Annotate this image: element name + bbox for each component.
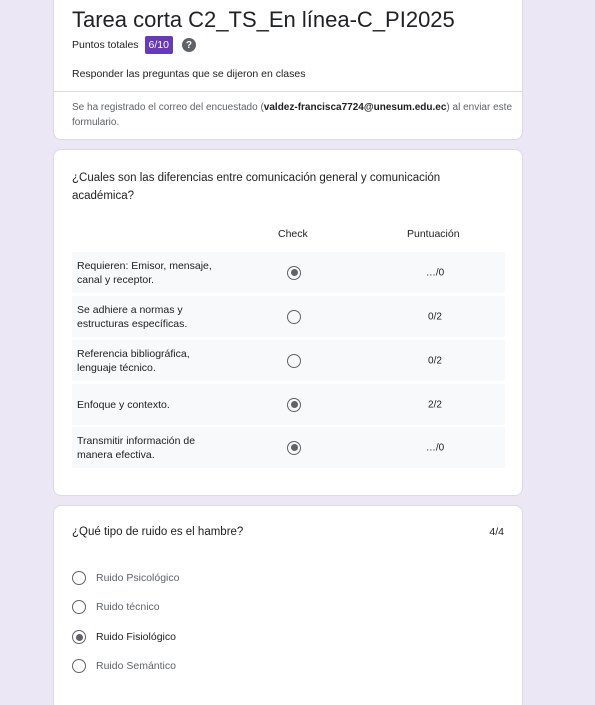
option-radio[interactable]: [72, 659, 86, 673]
row-score: 2/2: [428, 399, 442, 410]
option-radio[interactable]: [72, 571, 86, 585]
form-header-card: [53, 0, 523, 140]
grid-row-label: Referencia bibliográfica, lenguaje técnico.: [77, 347, 190, 374]
option-radio[interactable]: [72, 600, 86, 614]
question-card-choice: [53, 505, 523, 705]
email-notice: [72, 100, 512, 130]
help-icon[interactable]: ?: [182, 38, 196, 52]
question-card-grid: [53, 149, 523, 496]
row-score: …/0: [425, 267, 445, 278]
answer-option[interactable]: [72, 570, 179, 586]
header-divider: [54, 91, 522, 92]
row-score: 0/2: [428, 355, 442, 366]
row-score: 0/2: [428, 311, 442, 322]
grid-row-label: Requieren: Emisor, mensaje, canal y receptor.: [77, 259, 212, 286]
answer-option[interactable]: [72, 599, 160, 615]
check-radio[interactable]: [287, 354, 301, 368]
question-title: ¿Cuales son las diferencias entre comunicación general y comunicación académica?: [72, 172, 441, 202]
grid-row: [72, 384, 505, 425]
grid-row: [72, 340, 505, 381]
grid-row-label: Enfoque y contexto.: [77, 398, 170, 411]
grid-column-score: Puntuación: [407, 228, 460, 240]
grid-row-label: Transmitir información de manera efectiva.: [77, 434, 196, 461]
check-radio[interactable]: [287, 398, 301, 412]
email-notice-prefix: Se ha registrado el correo del encuestado (: [72, 102, 264, 113]
answer-option[interactable]: [72, 629, 176, 645]
answer-option[interactable]: [72, 658, 176, 674]
option-label: Ruido Semántico: [96, 660, 176, 672]
option-radio[interactable]: [72, 630, 86, 644]
respondent-email: valdez-francisca7724@unesum.edu.ec: [263, 102, 447, 113]
total-points-label: Puntos totales: [72, 39, 139, 51]
grid-row: [72, 252, 505, 293]
email-notice-suffix: ) al enviar este formulario.: [72, 102, 513, 128]
option-label: Ruido Psicológico: [96, 572, 180, 584]
check-radio[interactable]: [287, 266, 301, 280]
total-points-row: [72, 36, 196, 54]
grid-row: [72, 427, 505, 468]
form-title: Tarea corta C2_TS_En línea-C_PI2025: [72, 7, 455, 32]
row-score: …/0: [425, 442, 445, 453]
grid-row: [72, 296, 505, 337]
question-title: ¿Qué tipo de ruido es el hambre?: [72, 526, 244, 538]
option-label: Ruido técnico: [96, 601, 160, 613]
grid-column-check: Check: [278, 228, 308, 240]
form-description: Responder las preguntas que se dijeron en clases: [72, 68, 306, 80]
total-score-badge: 6/10: [145, 36, 173, 54]
check-radio[interactable]: [287, 310, 301, 324]
grid-row-label: Se adhiere a normas y estructuras específicas.: [77, 303, 188, 330]
question-score: 4/4: [489, 526, 504, 538]
check-radio[interactable]: [287, 441, 301, 455]
option-label: Ruido Fisiológico: [96, 631, 176, 643]
